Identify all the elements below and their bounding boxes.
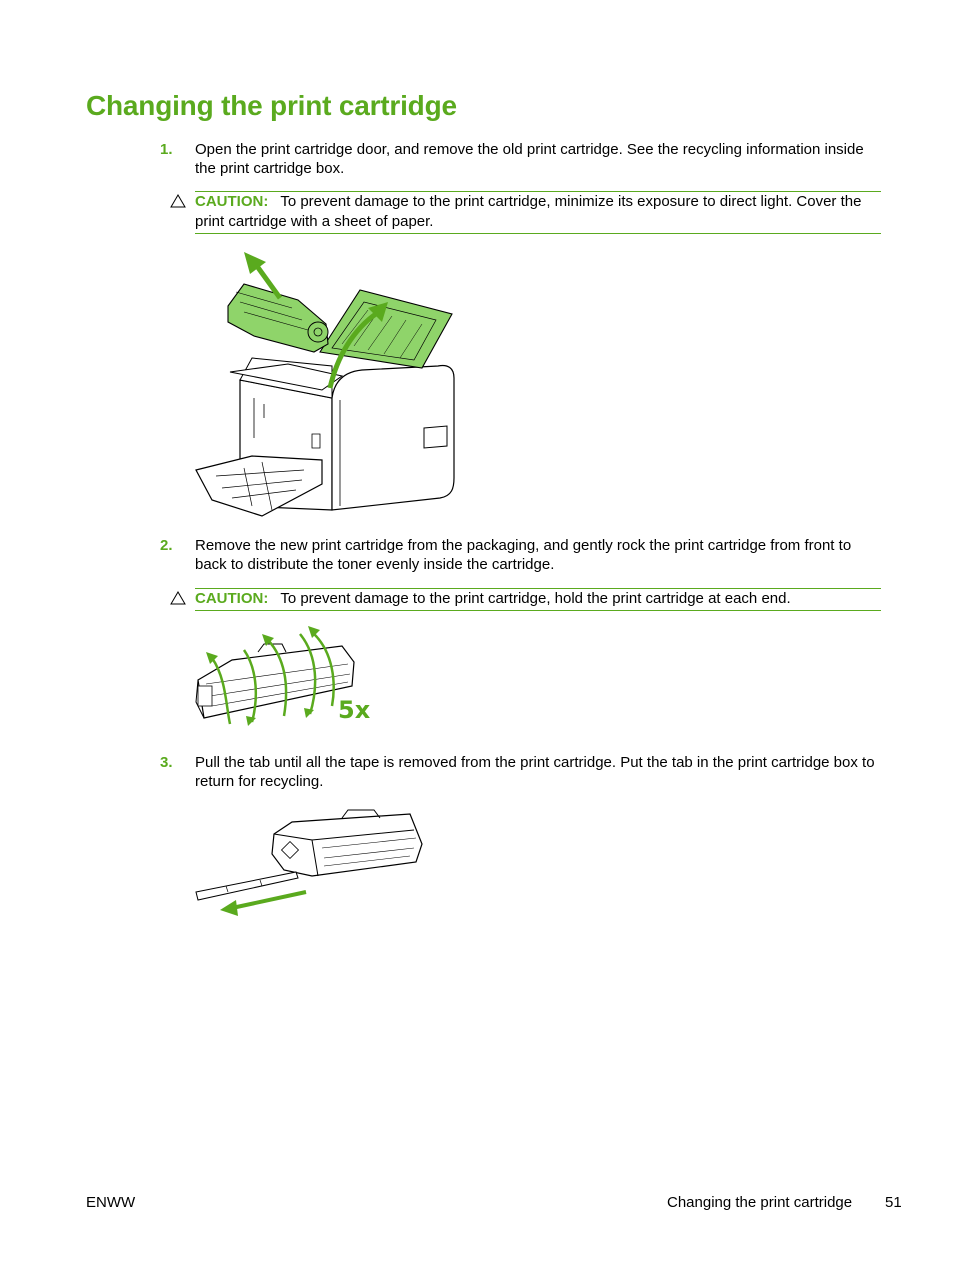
caution-label: CAUTION: [195, 590, 269, 607]
caution-text: To prevent damage to the print cartridge, hold the print cartridge at each end. [280, 590, 791, 607]
step-1-number: 1. [160, 141, 173, 158]
caution-label: CAUTION: [195, 193, 269, 210]
step-3-number: 3. [160, 754, 173, 771]
footer-left-label: ENWW [86, 1194, 136, 1211]
caution-note-2 [195, 588, 881, 611]
step-2-text: Remove the new print cartridge from the packaging, and gently rock the print cartridge from front to back to distribute the toner evenly inside the cartridge. [195, 537, 852, 573]
caution-triangle-icon [170, 194, 186, 208]
printer-open-door-illustration [192, 248, 460, 520]
step-3-text: Pull the tab until all the tape is removed from the print cartridge. Put the tab in the print cartridge box to return for recycling. [195, 754, 875, 790]
footer-section-title: Changing the print cartridge [667, 1194, 853, 1211]
step-2-number: 2. [160, 537, 173, 554]
step-1-text: Open the print cartridge door, and remove the old print cartridge. See the recycling information inside the print cartridge box. [195, 141, 864, 177]
pull-tape-tab-illustration [192, 804, 428, 918]
caution-triangle-icon [170, 591, 186, 605]
caution-note-1 [195, 191, 881, 234]
page-title: Changing the print cartridge [86, 90, 457, 121]
caution-text: To prevent damage to the print cartridge, minimize its exposure to direct light. Cover the print cartridge with a sheet of paper. [195, 193, 862, 230]
repeat-count-label: 5x [338, 696, 371, 724]
page-number: 51 [885, 1194, 902, 1211]
rock-cartridge-illustration [192, 622, 372, 732]
